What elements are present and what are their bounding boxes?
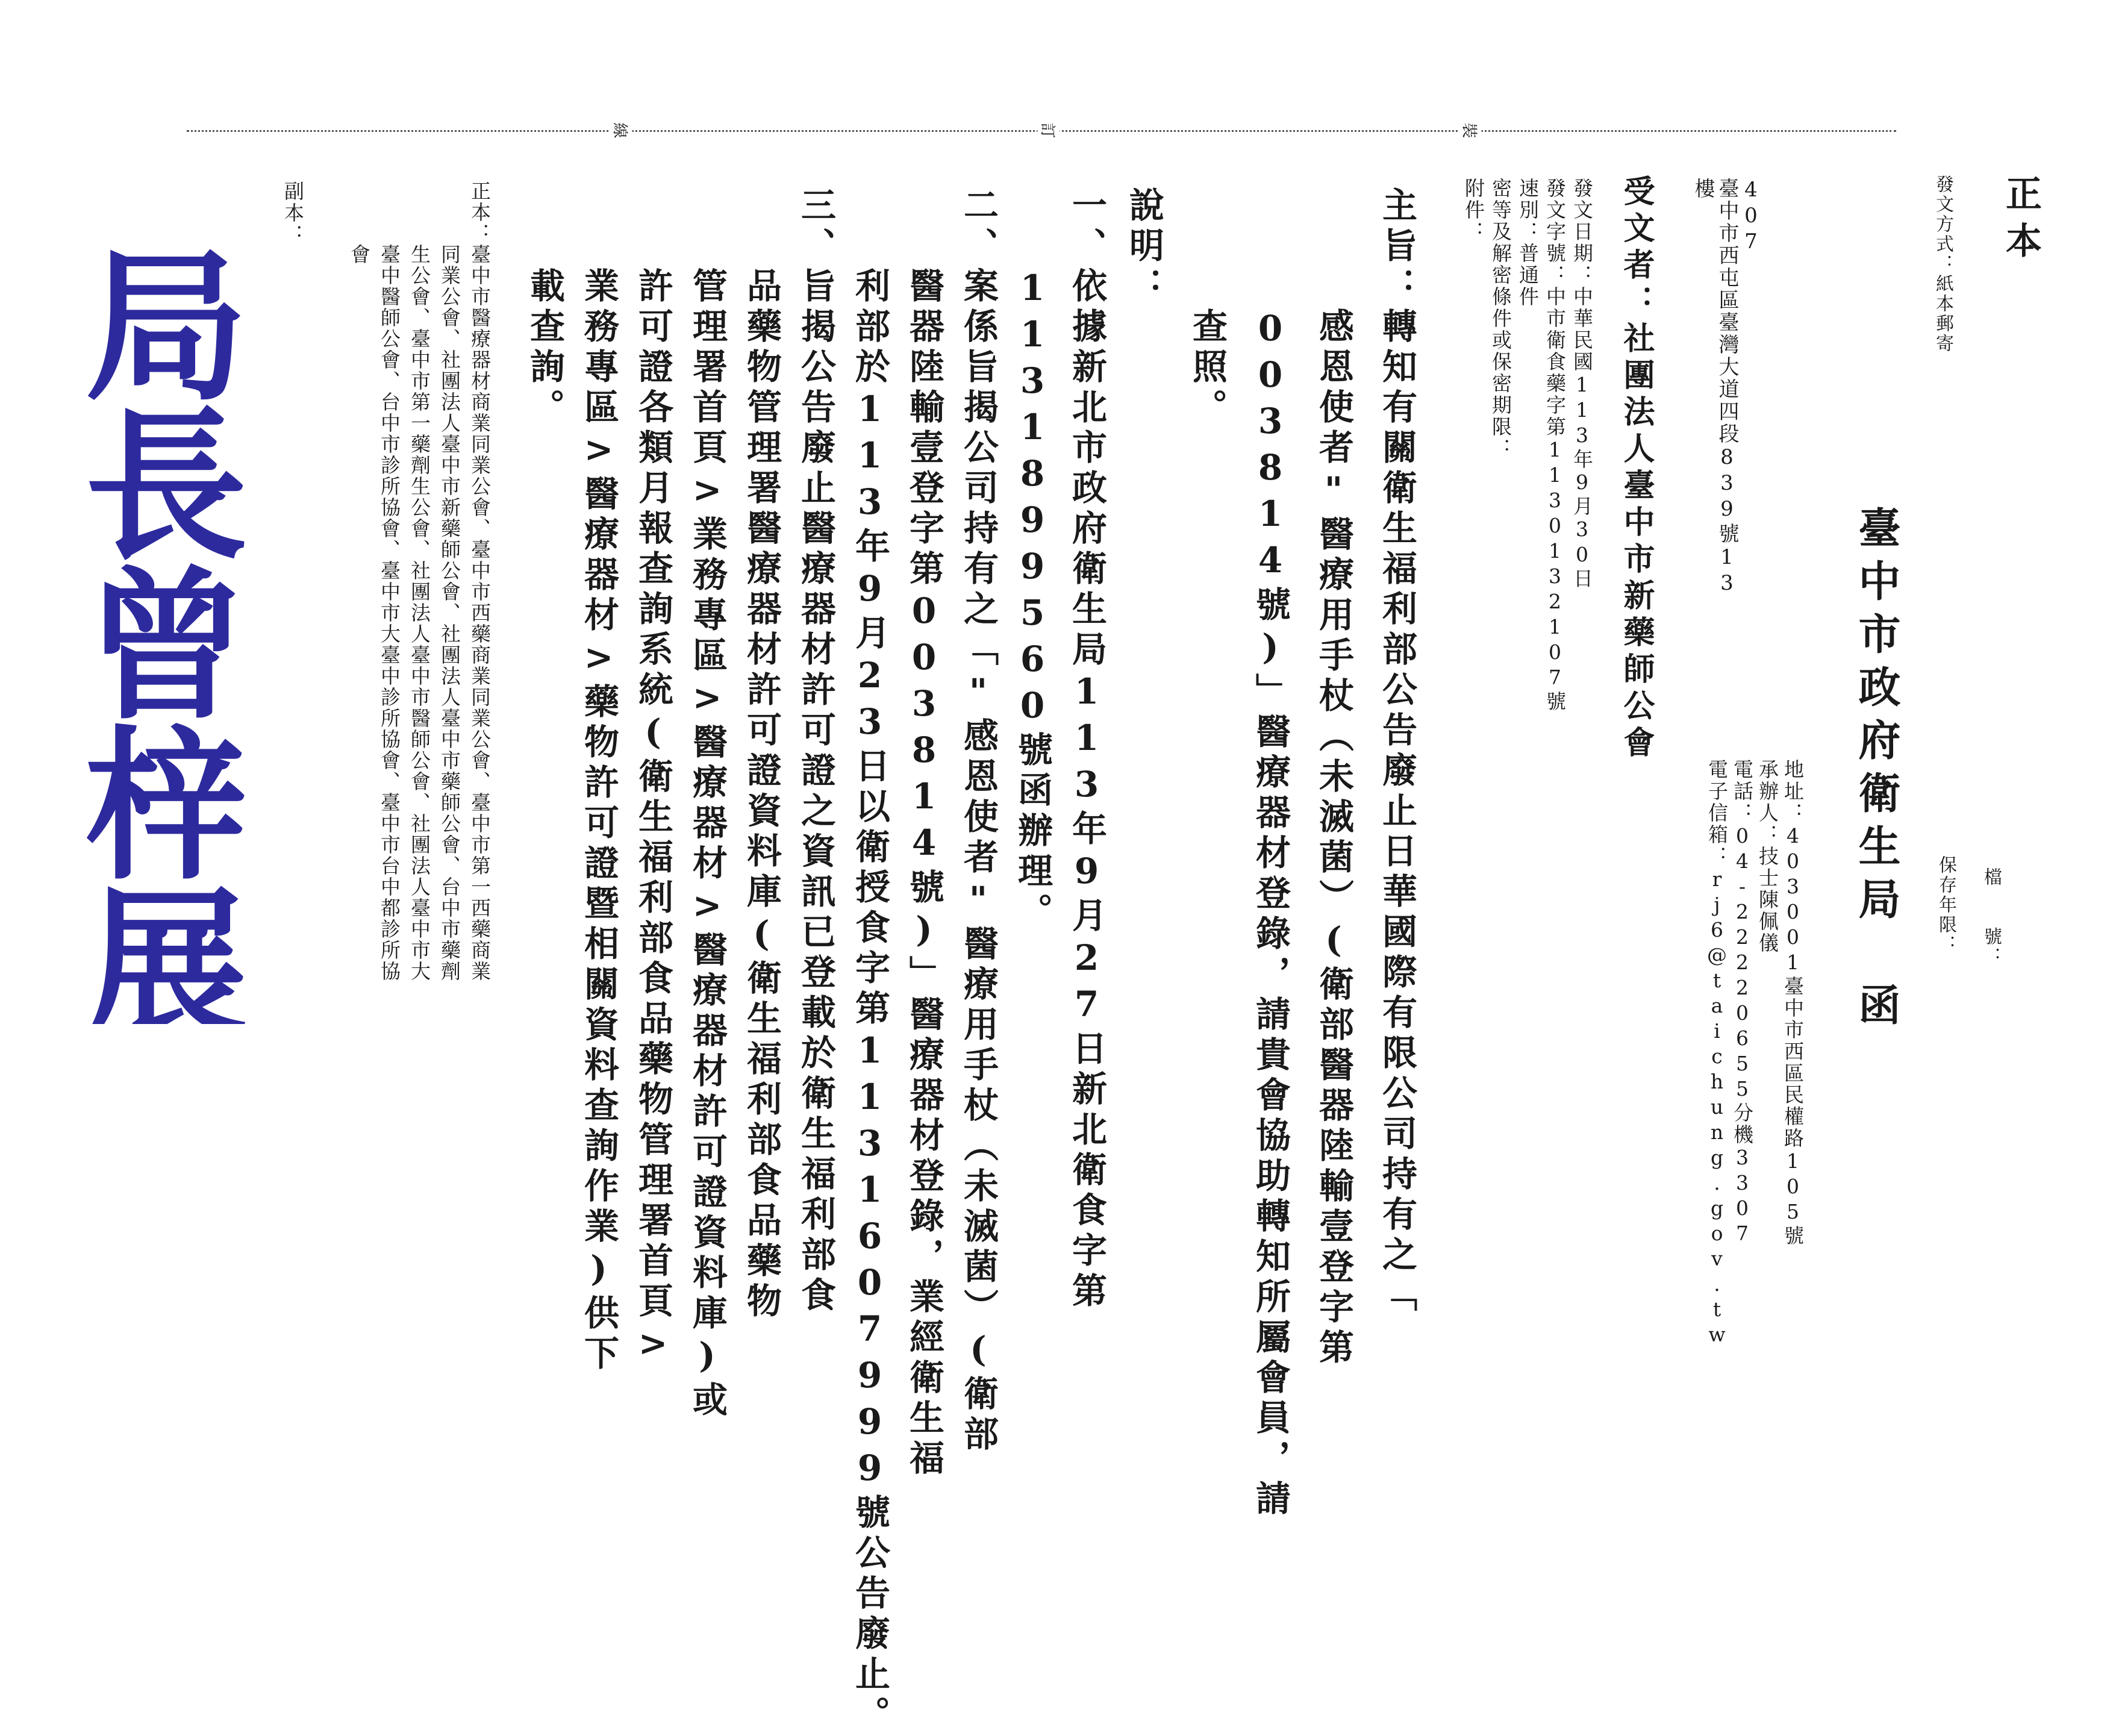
classification: 密等及解密條件或保密期限： xyxy=(1489,178,1512,460)
original-copy-line: 會 xyxy=(348,181,371,265)
file-no-label: 檔 號： xyxy=(1980,867,2002,967)
explanation-line: 一、依據新北市政府衛生局113年9月27日新北衛食字第 xyxy=(1066,187,1107,1313)
svg-text:局長曾梓展: 局長曾梓展 xyxy=(58,241,249,1024)
explanation-line: 1131899560號函辦理。 xyxy=(1012,187,1053,933)
subject-line: 003814號)」醫療器材登錄，請貴會協助轉知所屬會員，請 xyxy=(1250,187,1291,1520)
explanation-line: 管理署首頁>業務專區>醫療器材>醫療器材許可證資料庫)或 xyxy=(687,187,728,1422)
attachment: 附件： xyxy=(1462,178,1485,243)
cc-label: 副本： xyxy=(281,181,305,246)
explanation-line: 載查詢。 xyxy=(524,187,565,429)
sender-phone: 電話：04-22220655分機3307 xyxy=(1731,759,1754,1247)
subject-line: 主旨：轉知有關衛生福利部公告廢止日華國際有限公司持有之「 xyxy=(1376,187,1417,1317)
original-copy-line: 同業公會、社團法人臺中市新藥師公會、社團法人臺中市藥師公會、台中市藥劑 xyxy=(438,181,461,982)
send-method: 發文方式：紙本郵寄 xyxy=(1932,175,1953,354)
recipient-address-2: 樓 xyxy=(1691,178,1715,200)
explanation-label: 說明： xyxy=(1123,187,1164,308)
binding-mark-xian: 線 xyxy=(610,117,632,143)
explanation-line: 利部於113年9月23日以衛授食字第1131607999號公告廢止。 xyxy=(849,187,890,1736)
explanation-line: 醫器陸輸壹登字第003814號)」醫療器材登錄，業經衛生福 xyxy=(904,187,944,1480)
binding-mark-zhuang: 裝 xyxy=(1459,117,1482,143)
agency-title: 臺中市政府衛生局 函 xyxy=(1852,506,1902,1036)
recipient-zip: 407 xyxy=(1739,178,1763,255)
recipient-address-1: 臺中市西屯區臺灣大道四段839號13 xyxy=(1715,178,1739,597)
sender-contact: 承辦人：技士陳佩儀 xyxy=(1756,759,1779,954)
original-copy-line: 臺中醫師公會、台中市診所協會、臺中市大臺中診所協會、臺中市台中都診所協 xyxy=(378,181,401,982)
explanation-line: 品藥物管理署醫療器材許可證資料庫(衛生福利部食品藥物 xyxy=(741,187,782,1323)
issue-date: 發文日期：中華民國113年9月30日 xyxy=(1570,178,1594,590)
original-copy-line: 生公會、臺中市第一藥劑生公會、社團法人臺中市醫師公會、社團法人臺中市大 xyxy=(408,181,431,982)
original-copy-line: 正本：臺中市醫療器材商業同業公會、臺中市西藥商業同業公會、臺中市第一西藥商業 xyxy=(468,181,492,982)
sender-address: 地址：403001臺中市西區民權路105號 xyxy=(1781,759,1805,1247)
subject-line: 查照。 xyxy=(1187,187,1228,429)
recipient: 受文者：社團法人臺中市新藥師公會 xyxy=(1618,175,1655,763)
issue-no: 發文字號：中市衛食藥字第1130132107號 xyxy=(1543,178,1567,713)
subject-line: 感恩使者"醫療用手杖（未滅菌）(衛部醫器陸輸壹登字第 xyxy=(1313,187,1354,1369)
explanation-line: 三、旨揭公告廢止醫療器材許可證之資訊已登載於衛生福利部食 xyxy=(795,187,836,1317)
explanation-line: 許可證各類月報查詢系統(衛生福利部食品藥物管理署首頁> xyxy=(632,187,673,1369)
signature-stamp xyxy=(24,229,283,1024)
binding-mark-ding: 訂 xyxy=(1038,117,1060,143)
explanation-line: 業務專區>醫療器材>藥物許可證暨相關資料查詢作業)供下 xyxy=(578,187,619,1375)
speed: 速別：普通件 xyxy=(1516,178,1540,308)
copy-type: 正本 xyxy=(2000,175,2042,269)
sender-email: 電子信箱：rj6@taichung.gov.tw xyxy=(1705,759,1729,1348)
explanation-line: 二、案係旨揭公司持有之「"感恩使者"醫療用手杖（未滅菌）(衛部 xyxy=(958,187,999,1456)
retention-label: 保存年限： xyxy=(1935,855,1956,955)
